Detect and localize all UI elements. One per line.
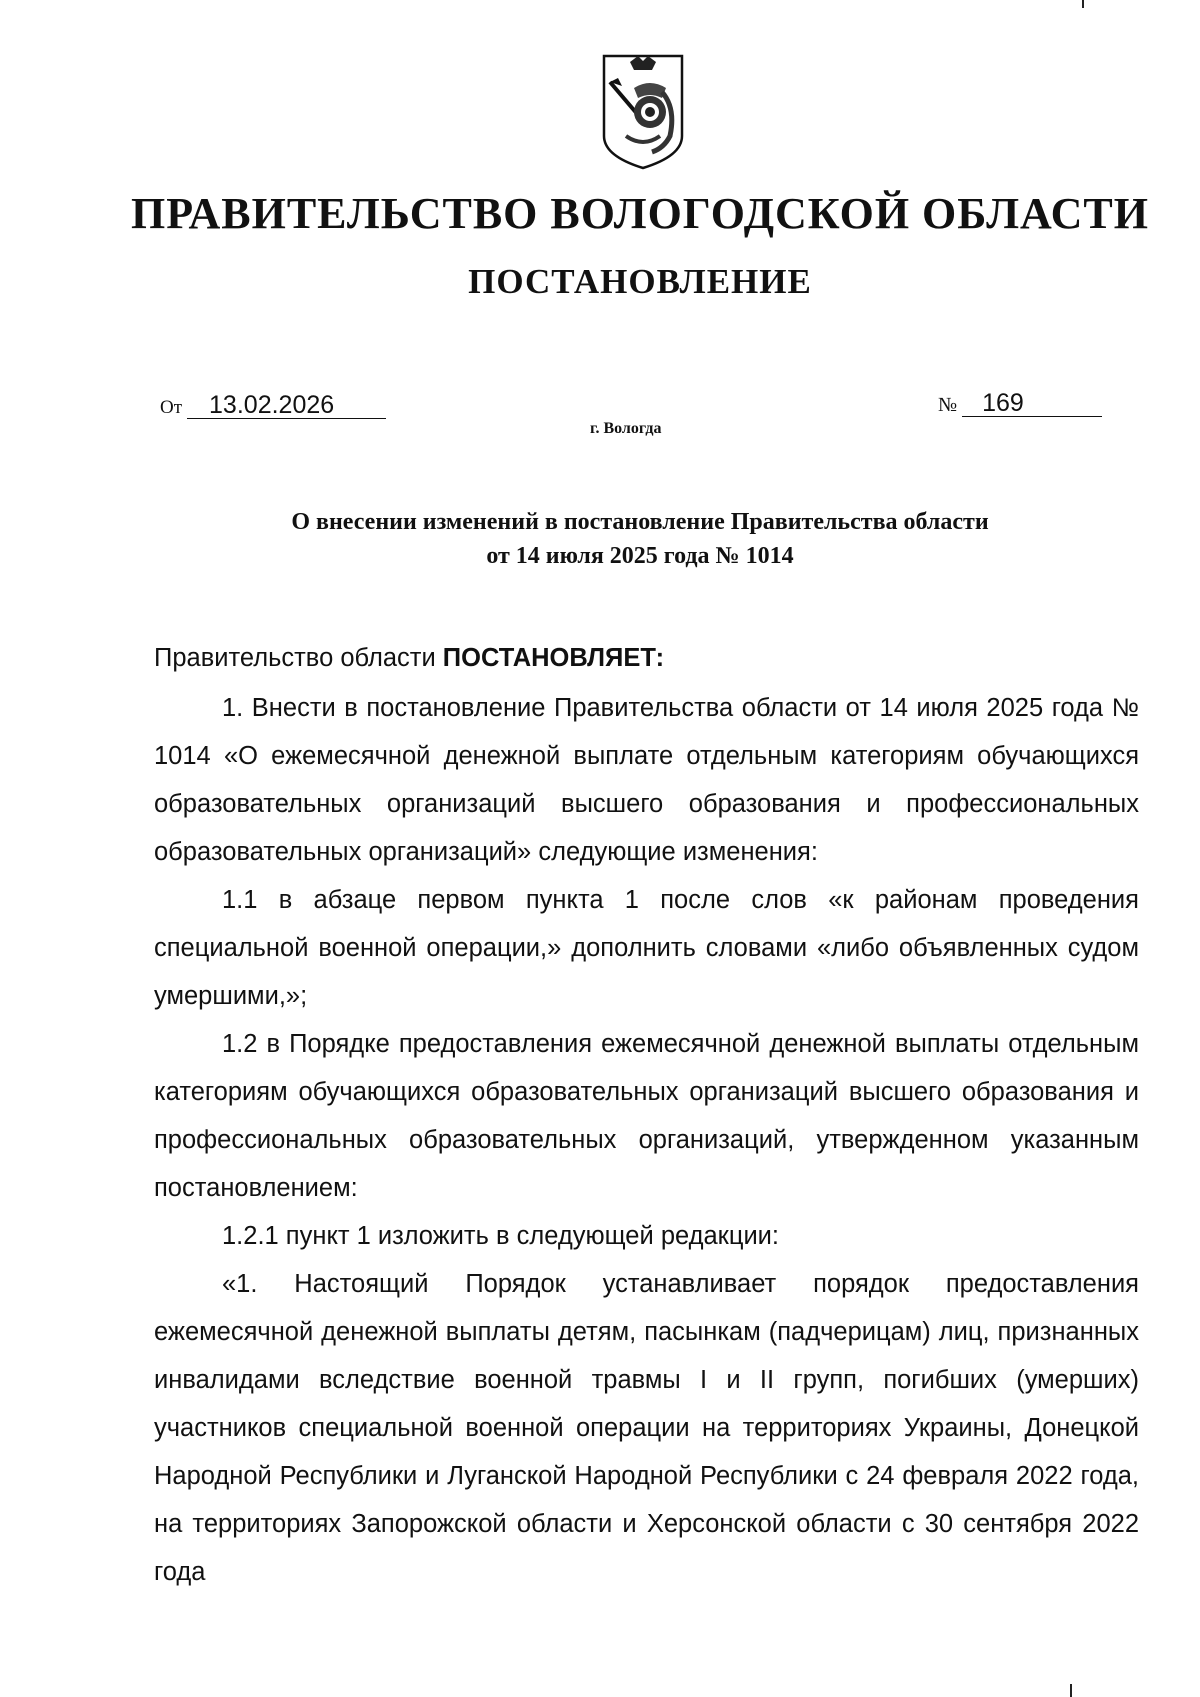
body-paragraph: 1.1 в абзаце первом пункта 1 после слов «к районам проведения специальной военной операции,» дополнить словами «либо объявленных судом умершими,»;	[154, 886, 1139, 1010]
number-prefix: №	[938, 394, 958, 416]
lead-text: Правительство области	[154, 644, 443, 672]
document-body	[154, 634, 1139, 1596]
city-label: г. Вологда	[590, 420, 662, 437]
document-date-field	[160, 392, 386, 419]
document-subject	[140, 505, 1140, 573]
resolution-lead	[154, 634, 1139, 682]
lead-keyword: ПОСТАНОВЛЯЕТ:	[442, 644, 665, 672]
body-paragraph: 1.2 в Порядке предоставления ежемесячной денежной выплаты отдельным категориям обучающихся образовательных организаций высшего образования и профессиональных образовательных организаций, утвержденном указанным постановлением:	[154, 1030, 1139, 1202]
government-title: ПРАВИТЕЛЬСТВО ВОЛОГОДСКОЙ ОБЛАСТИ	[131, 189, 1149, 238]
subject-line-1: О внесении изменений в постановление Правительства области	[291, 509, 989, 535]
body-paragraph: «1. Настоящий Порядок устанавливает порядок предоставления ежемесячной денежной выплаты детям, пасынкам (падчерицам) лиц, признанных инвалидами вследствие военной травмы I и II групп, погибших (умерших) участников специальной военной операции на территориях Украины, Донецкой Народной Республики и Луганской Народной Республики с 24 февраля 2022 года, на территориях Запорожской области и Херсонской области с 30 сентября 2022 года	[154, 1270, 1139, 1586]
date-prefix: От	[160, 397, 183, 418]
coat-of-arms-icon	[600, 52, 686, 170]
scan-mark	[1082, 0, 1084, 8]
document-date: 13.02.2026	[187, 392, 386, 419]
body-paragraph: 1. Внести в постановление Правительства области от 14 июля 2025 года № 1014 «О ежемесячной денежной выплате отдельным категориям обучающихся образовательных организаций высшего образования и профессиональных образовательных организаций» следующие изменения:	[154, 694, 1139, 866]
document-type-heading: ПОСТАНОВЛЕНИЕ	[468, 262, 812, 301]
body-paragraph: 1.2.1 пункт 1 изложить в следующей редакции:	[222, 1222, 780, 1250]
subject-line-2: от 14 июля 2025 года № 1014	[486, 543, 794, 569]
document-number-field	[938, 390, 1102, 417]
scan-mark	[1070, 1684, 1072, 1697]
document-number: 169	[962, 390, 1102, 417]
